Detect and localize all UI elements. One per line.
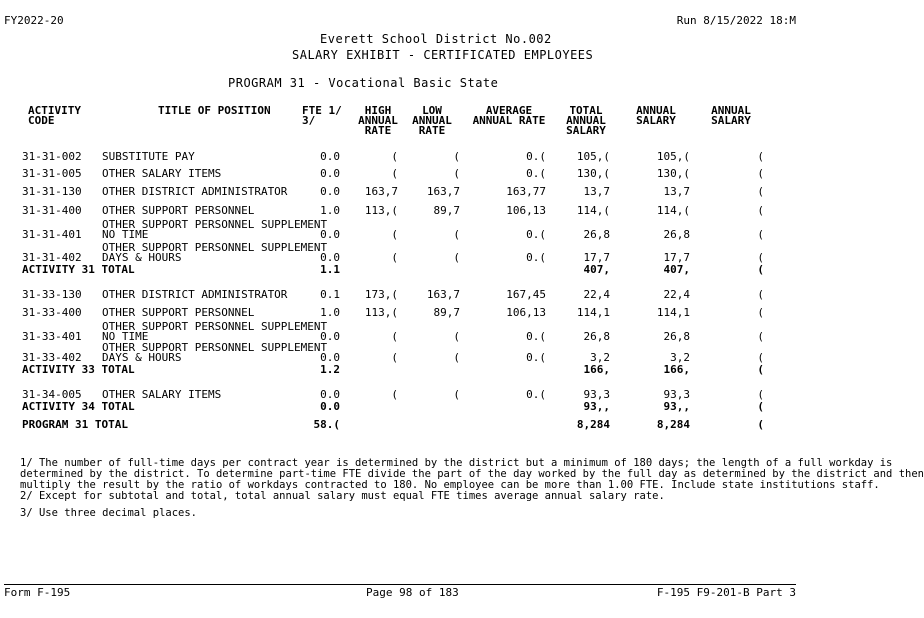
cell-fte: 0.0 — [320, 351, 340, 364]
cell-total: 22,4 — [583, 288, 610, 301]
cell-title: OTHER SALARY ITEMS — [102, 167, 222, 180]
footnote-line: 3/ Use three decimal places. — [20, 507, 198, 519]
cell-total: 3,2 — [590, 351, 610, 364]
col-annual-salary-2: ANNUAL SALARY — [711, 104, 751, 127]
cell-c9: ( — [757, 351, 764, 364]
cell-fte: 0.0 — [320, 388, 340, 401]
cell-c8: 166, — [663, 363, 690, 376]
cell-code: 31-33-400 — [22, 306, 82, 319]
cell-code: ACTIVITY 33 TOTAL — [22, 363, 135, 376]
footnote-line: determined by the district. To determine part-time FTE divide the part of the day worked by the full day as determined by the district and then — [20, 468, 924, 480]
cell-c9: ( — [757, 150, 764, 163]
cell-low: ( — [453, 167, 460, 180]
col-title-of-position: TITLE OF POSITION — [158, 104, 271, 117]
cell-code: 31-31-400 — [22, 204, 82, 217]
cell-avg: 0.( — [526, 251, 546, 264]
footer-page: Page 98 of 183 — [366, 586, 459, 599]
cell-code: 31-33-402 — [22, 351, 82, 364]
cell-title-line2: NO TIME — [102, 228, 149, 241]
program-title: PROGRAM 31 - Vocational Basic State — [228, 76, 499, 90]
cell-total: 26,8 — [583, 330, 610, 343]
cell-avg: 0.( — [526, 228, 546, 241]
cell-c9: ( — [757, 228, 764, 241]
cell-high: 163,7 — [364, 185, 398, 198]
total-row — [0, 363, 800, 377]
cell-low: 89,7 — [433, 306, 460, 319]
cell-avg: 0.( — [526, 388, 546, 401]
fiscal-year: FY2022-20 — [4, 14, 64, 27]
cell-code: 31-31-005 — [22, 167, 82, 180]
col-total-annual-salary: TOTAL ANNUAL SALARY — [566, 104, 606, 137]
cell-c8: 105,( — [656, 150, 690, 163]
cell-fte: 0.0 — [320, 228, 340, 241]
cell-c8: 22,4 — [663, 288, 690, 301]
col-low-annual-rate: LOW ANNUAL RATE — [412, 104, 452, 137]
footer-code: F-195 F9-201-B Part 3 — [656, 586, 796, 599]
col-high-annual-rate: HIGH ANNUAL RATE — [358, 104, 398, 137]
cell-title: OTHER SUPPORT PERSONNEL SUPPLEMENT — [102, 320, 328, 333]
cell-title: OTHER SUPPORT PERSONNEL — [102, 204, 255, 217]
cell-c9: ( — [757, 306, 764, 319]
cell-total: 93,, — [583, 400, 610, 413]
col-activity-code: ACTIVITY CODE — [28, 104, 81, 127]
cell-total: 407, — [583, 263, 610, 276]
cell-c8: 93,, — [663, 400, 690, 413]
cell-code: ACTIVITY 34 TOTAL — [22, 400, 135, 413]
cell-low: ( — [453, 330, 460, 343]
cell-total: 114,( — [576, 204, 610, 217]
cell-avg: 0.( — [526, 351, 546, 364]
cell-code: 31-31-401 — [22, 228, 82, 241]
table-row — [0, 218, 800, 242]
cell-c9: ( — [757, 263, 764, 276]
table-row — [0, 185, 800, 199]
cell-title: OTHER SUPPORT PERSONNEL SUPPLEMENT — [102, 218, 328, 231]
table-row — [0, 150, 800, 164]
table-row — [0, 288, 800, 302]
cell-low: ( — [453, 388, 460, 401]
cell-c8: 13,7 — [663, 185, 690, 198]
cell-avg: 0.( — [526, 330, 546, 343]
cell-low: ( — [453, 251, 460, 264]
cell-title: OTHER SUPPORT PERSONNEL — [102, 306, 255, 319]
cell-title: OTHER SUPPORT PERSONNEL SUPPLEMENT — [102, 341, 328, 354]
cell-fte: 1.0 — [320, 204, 340, 217]
cell-c8: 114,1 — [656, 306, 690, 319]
total-row — [0, 400, 800, 414]
cell-c8: 407, — [663, 263, 690, 276]
col-annual-salary-1: ANNUAL SALARY — [636, 104, 676, 127]
cell-c9: ( — [757, 400, 764, 413]
cell-high: ( — [391, 330, 398, 343]
footer-form: Form F-195 — [4, 586, 71, 599]
footnote-line: 2/ Except for subtotal and total, total annual salary must equal FTE times average annual salary rate. — [20, 490, 665, 502]
cell-fte: 1.0 — [320, 306, 340, 319]
cell-high: ( — [391, 251, 398, 264]
cell-code: 31-31-002 — [22, 150, 82, 163]
table-row — [0, 204, 800, 218]
table-row — [0, 167, 800, 181]
cell-title: OTHER DISTRICT ADMINISTRATOR — [102, 185, 288, 198]
cell-total: 17,7 — [583, 251, 610, 264]
cell-low: 163,7 — [426, 185, 460, 198]
cell-c8: 3,2 — [670, 351, 690, 364]
report-title: SALARY EXHIBIT - CERTIFICATED EMPLOYEES — [292, 48, 594, 62]
cell-c8: 130,( — [656, 167, 690, 180]
cell-total: 8,284 — [576, 418, 610, 431]
cell-fte: 0.0 — [320, 167, 340, 180]
cell-avg: 0.( — [526, 150, 546, 163]
cell-total: 114,1 — [576, 306, 610, 319]
total-row — [0, 418, 800, 432]
cell-c9: ( — [757, 167, 764, 180]
cell-total: 13,7 — [583, 185, 610, 198]
cell-low: ( — [453, 351, 460, 364]
cell-high: ( — [391, 167, 398, 180]
cell-low: ( — [453, 228, 460, 241]
cell-low: 163,7 — [426, 288, 460, 301]
cell-c8: 93,3 — [663, 388, 690, 401]
cell-title: OTHER SUPPORT PERSONNEL SUPPLEMENT — [102, 241, 328, 254]
cell-c8: 17,7 — [663, 251, 690, 264]
cell-fte: 1.1 — [320, 263, 340, 276]
cell-avg: 106,13 — [506, 306, 546, 319]
cell-c8: 26,8 — [663, 228, 690, 241]
cell-fte: 0.0 — [320, 150, 340, 163]
cell-code: 31-33-401 — [22, 330, 82, 343]
cell-c8: 26,8 — [663, 330, 690, 343]
cell-title: OTHER SALARY ITEMS — [102, 388, 222, 401]
cell-fte: 58.( — [313, 418, 340, 431]
footer-rule — [4, 584, 796, 585]
cell-high: ( — [391, 388, 398, 401]
cell-high: 113,( — [364, 204, 398, 217]
cell-low: ( — [453, 150, 460, 163]
cell-c9: ( — [757, 185, 764, 198]
col-fte: FTE 1/ 3/ — [302, 104, 342, 127]
cell-avg: 0.( — [526, 167, 546, 180]
cell-c9: ( — [757, 363, 764, 376]
cell-title-line2: DAYS & HOURS — [102, 251, 182, 264]
cell-title-line2: DAYS & HOURS — [102, 351, 182, 364]
cell-high: ( — [391, 351, 398, 364]
cell-low: 89,7 — [433, 204, 460, 217]
run-stamp: Run 8/15/2022 18:M — [676, 14, 796, 27]
cell-fte: 0.0 — [320, 400, 340, 413]
cell-title: SUBSTITUTE PAY — [102, 150, 195, 163]
cell-code: PROGRAM 31 TOTAL — [22, 418, 128, 431]
cell-high: ( — [391, 150, 398, 163]
cell-high: 113,( — [364, 306, 398, 319]
cell-code: 31-31-402 — [22, 251, 82, 264]
cell-title-line2: NO TIME — [102, 330, 149, 343]
cell-title: OTHER DISTRICT ADMINISTRATOR — [102, 288, 288, 301]
cell-high: 173,( — [364, 288, 398, 301]
cell-fte: 0.0 — [320, 330, 340, 343]
cell-c8: 114,( — [656, 204, 690, 217]
col-average-annual-rate: AVERAGE ANNUAL RATE — [472, 104, 546, 127]
cell-total: 105,( — [576, 150, 610, 163]
table-row — [0, 306, 800, 320]
footnote-line: 1/ The number of full-time days per contract year is determined by the district but a minimum of 180 days; the length of a full workday is — [20, 457, 893, 469]
cell-code: 31-34-005 — [22, 388, 82, 401]
cell-c9: ( — [757, 204, 764, 217]
cell-code: ACTIVITY 31 TOTAL — [22, 263, 135, 276]
cell-avg: 106,13 — [506, 204, 546, 217]
cell-fte: 0.0 — [320, 185, 340, 198]
cell-total: 166, — [583, 363, 610, 376]
cell-c9: ( — [757, 251, 764, 264]
cell-avg: 167,45 — [506, 288, 546, 301]
cell-code: 31-33-130 — [22, 288, 82, 301]
cell-fte: 0.1 — [320, 288, 340, 301]
cell-fte: 1.2 — [320, 363, 340, 376]
total-row — [0, 263, 800, 277]
footnote-line: multiply the result by the ratio of workdays contracted to 180. No employee can be more than 1.00 FTE. Include state institutions staff. — [20, 479, 880, 491]
cell-fte: 0.0 — [320, 251, 340, 264]
cell-total: 130,( — [576, 167, 610, 180]
district-name: Everett School District No.002 — [320, 32, 552, 46]
cell-avg: 163,77 — [506, 185, 546, 198]
cell-c9: ( — [757, 288, 764, 301]
cell-c8: 8,284 — [656, 418, 690, 431]
cell-total: 26,8 — [583, 228, 610, 241]
cell-code: 31-31-130 — [22, 185, 82, 198]
cell-c9: ( — [757, 330, 764, 343]
cell-high: ( — [391, 228, 398, 241]
cell-c9: ( — [757, 418, 764, 431]
cell-c9: ( — [757, 388, 764, 401]
cell-total: 93,3 — [583, 388, 610, 401]
